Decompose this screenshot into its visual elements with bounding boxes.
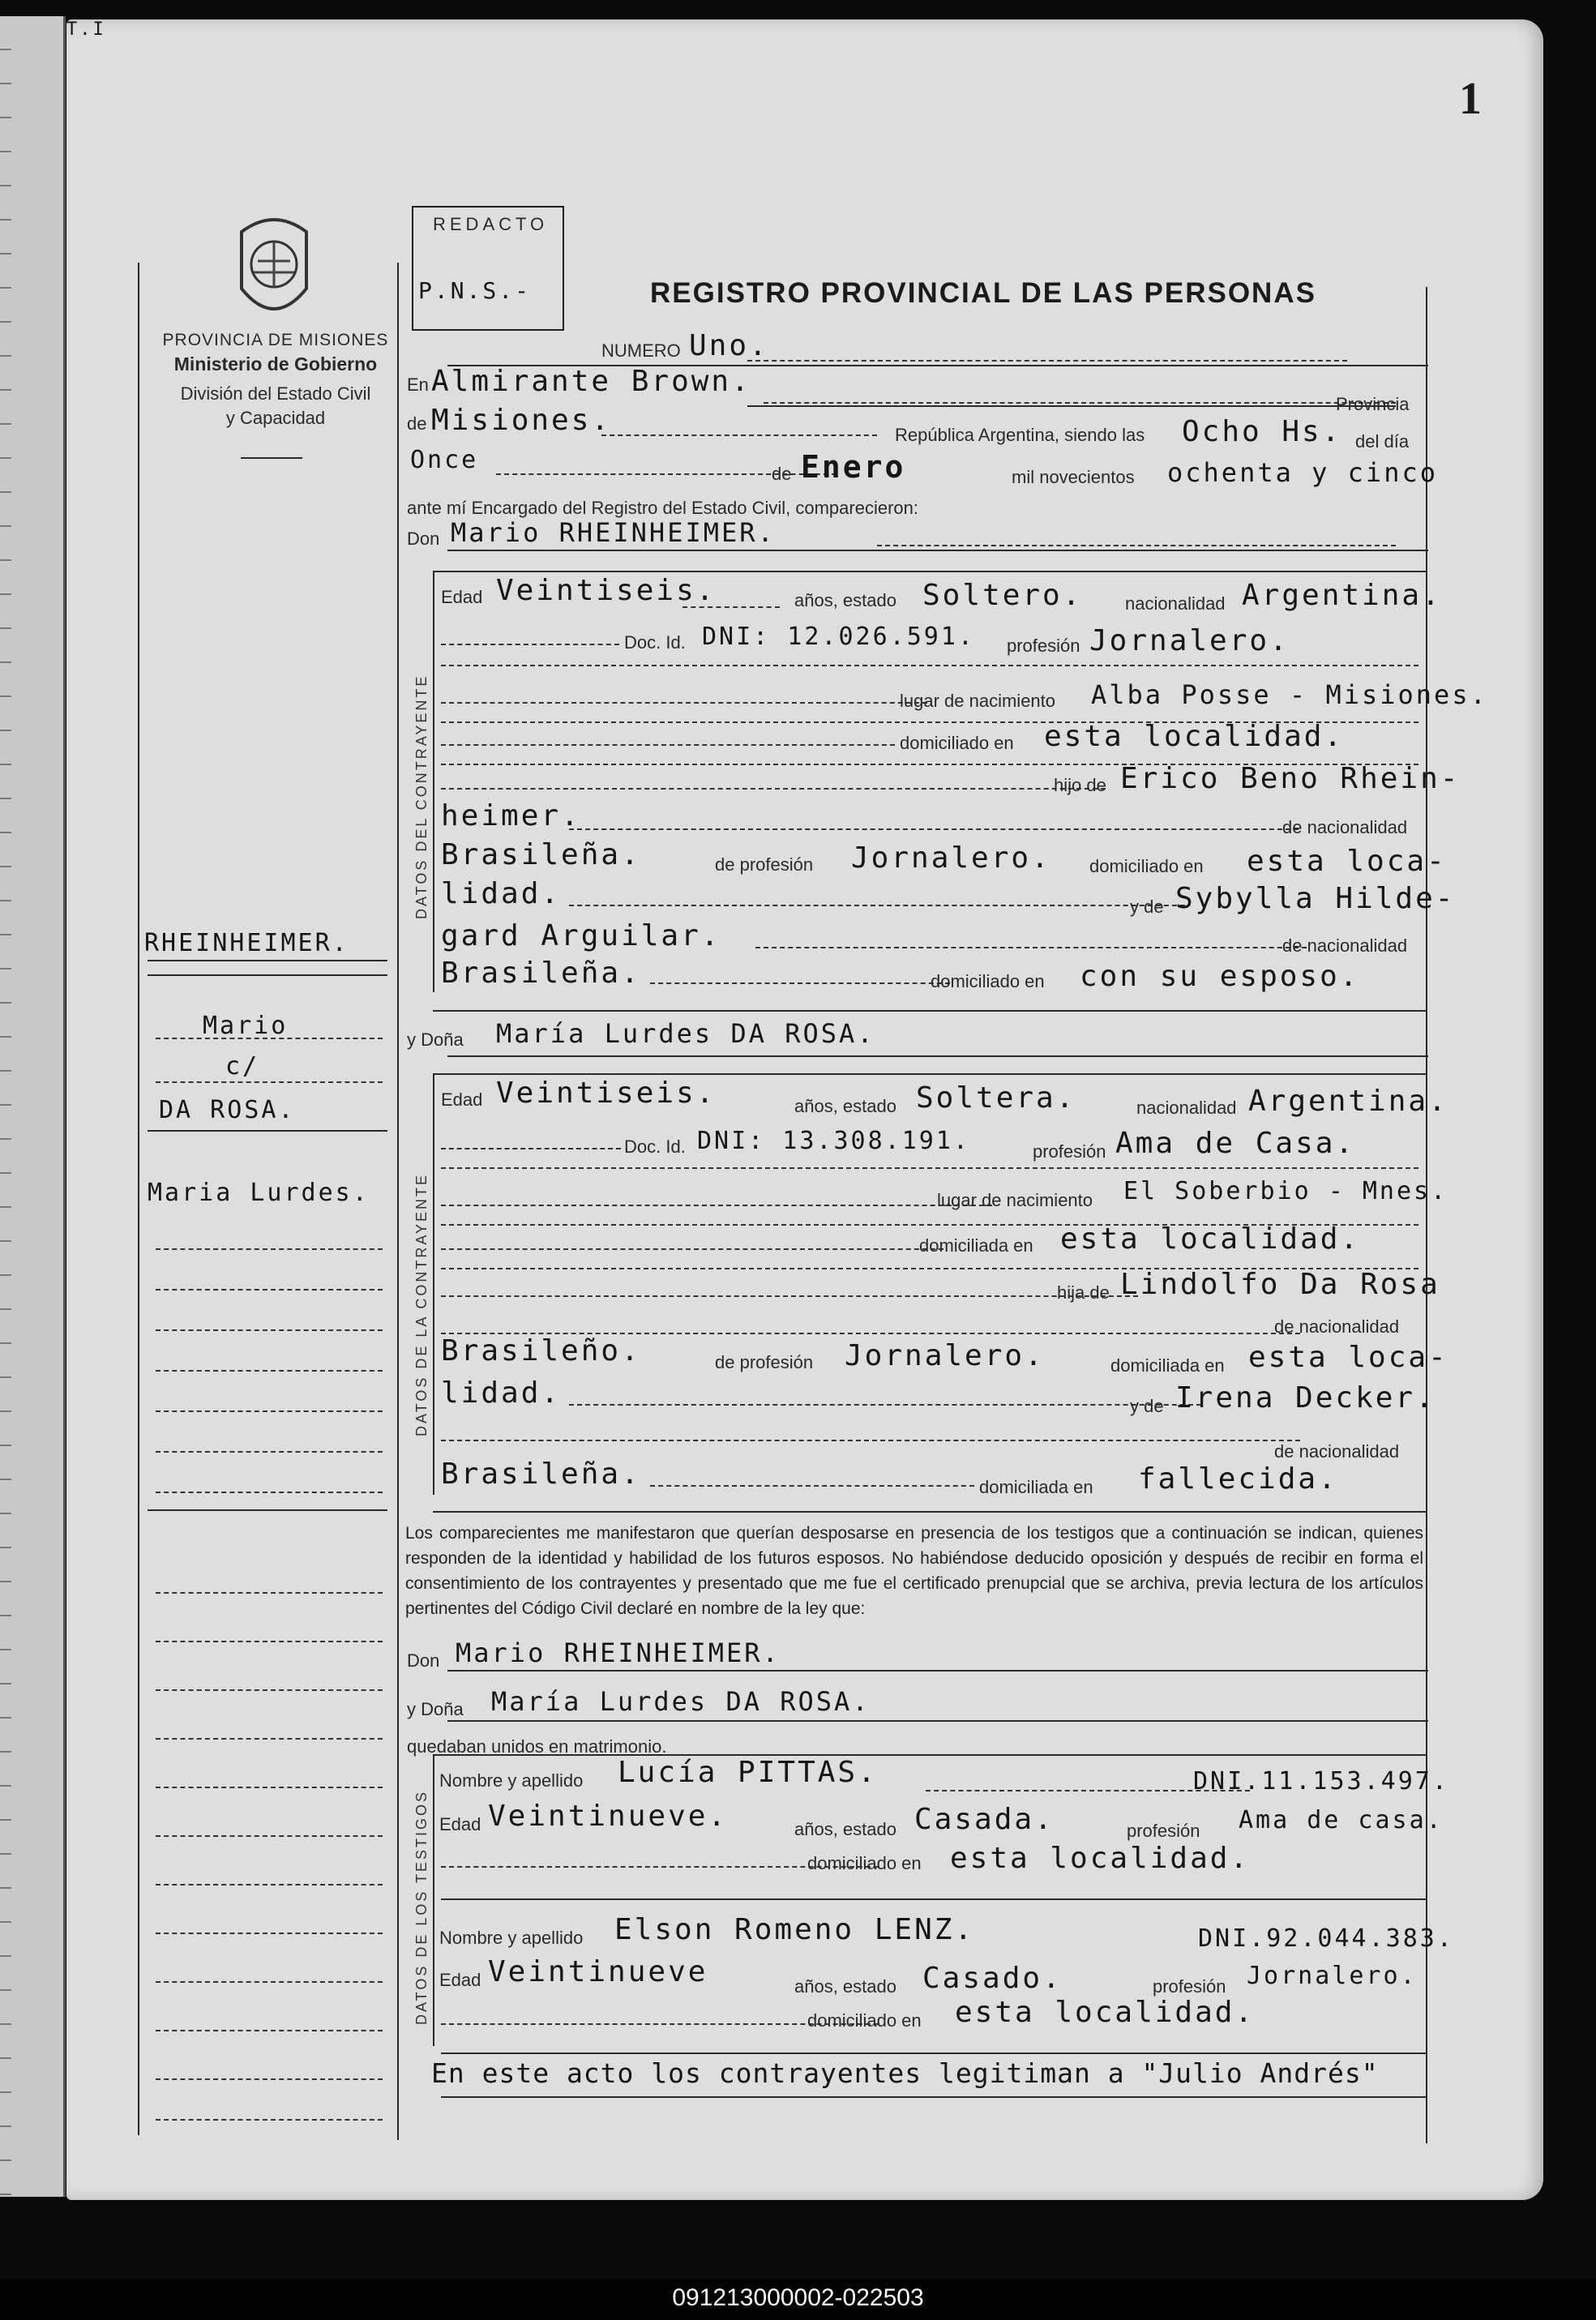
decl-don-label: Don	[407, 1650, 440, 1671]
right-border	[1426, 287, 1427, 2143]
republica-label: República Argentina, siendo las	[895, 425, 1145, 445]
t1-dom-label: domiciliado en	[807, 1853, 922, 1873]
decl-don-rule	[447, 1670, 1428, 1672]
contrayenta-rule	[433, 1073, 434, 1495]
margin-line-6	[156, 1370, 383, 1372]
dona-value: María Lurdes DA ROSA.	[496, 1018, 875, 1049]
hijo-label: hijo de	[1054, 775, 1106, 795]
madre-dom-value: con su esposo.	[1080, 960, 1360, 993]
yde2-label: y de	[1130, 1396, 1164, 1416]
numero-line	[747, 360, 1347, 362]
margin-line-14	[156, 1787, 383, 1788]
doc2-line-2	[441, 1167, 1418, 1169]
madre-nac-value: Brasileña.	[441, 957, 641, 990]
anos2-label: años, estado	[794, 1096, 896, 1116]
padre-nac-value: Brasileña.	[441, 838, 641, 871]
madre-denac-label: de nacionalidad	[1282, 935, 1408, 956]
estado-value: Soltero.	[922, 579, 1083, 612]
margin-line-21	[156, 2119, 383, 2121]
don-label: Don	[407, 529, 440, 549]
ministry-line-1: PROVINCIA DE MISIONES	[162, 331, 389, 349]
ministry-line-3: División del Estado Civil	[180, 383, 371, 404]
doc2-value: DNI: 13.308.191.	[697, 1127, 970, 1155]
prof2-label: profesión	[1033, 1141, 1106, 1162]
margin-surname-1: RHEINHEIMER.	[144, 929, 349, 957]
profesion2-value: Ama de Casa.	[1115, 1127, 1356, 1160]
decl-dona-label: y Doña	[407, 1699, 464, 1719]
padre-dom-cont-line	[569, 905, 1185, 906]
hijo-line	[441, 788, 1106, 790]
t2-prof-value: Jornalero.	[1247, 1962, 1418, 1990]
register-page	[66, 19, 1543, 2200]
padre2-prof-value: Jornalero.	[845, 1339, 1045, 1372]
contrayenta-top	[433, 1073, 1427, 1075]
padre-dom-cont-value: lidad.	[441, 877, 562, 910]
hija-label: hija de	[1057, 1282, 1110, 1303]
testigos-top	[433, 1754, 1427, 1756]
contrayente-bottom	[433, 1010, 1427, 1012]
doc-label: Doc. Id.	[624, 632, 686, 653]
prof-label: profesión	[1007, 636, 1080, 656]
declaration-paragraph: Los comparecientes me manifestaron que querían desposarse en presencia de los testigos que a continuación se indican, quienes responden de la identidad y habilidad de los futuros esposos. No habiéndose deducido oposición y después de recibir en forma el consentimiento de los contrayentes y presentado que me fue el certificado prenupcial que se archiva, previa lectura de los artículos pertinentes del Código Civil declaré en nombre de la ley que:	[405, 1524, 1423, 1618]
margin-line-4	[156, 1289, 383, 1291]
madre2-nac-line	[650, 1485, 974, 1487]
lugar-line	[441, 702, 927, 704]
dona-rule	[447, 1055, 1428, 1057]
margin-rule-4	[148, 1509, 387, 1511]
edad-line	[682, 606, 780, 608]
denac2-label: de nacionalidad	[1274, 1316, 1400, 1337]
hija-line	[441, 1295, 1138, 1297]
estado2-value: Soltera.	[916, 1081, 1076, 1115]
profesion-value: Jornalero.	[1089, 624, 1290, 657]
en-value: Almirante Brown.	[431, 365, 751, 398]
closing-rule	[441, 2096, 1427, 2098]
domicilio-value: esta localidad.	[1044, 720, 1345, 753]
t2-estado-value: Casado.	[922, 1962, 1063, 1995]
gutter-rule	[397, 263, 399, 2140]
redacto-box	[412, 206, 564, 331]
redacto-value: P.N.S.-	[418, 277, 532, 304]
lugar2-line	[441, 1205, 992, 1206]
numero-note: T.I	[66, 19, 106, 40]
madre2-dom-value: fallecida.	[1138, 1462, 1338, 1496]
madre2-value: Irena Decker.	[1175, 1381, 1436, 1415]
edad2-value: Veintiseis.	[496, 1077, 717, 1110]
margin-line-13	[156, 1738, 383, 1740]
padre2-dom-value: esta loca-	[1248, 1341, 1448, 1374]
margin-line-16	[156, 1884, 383, 1886]
don-line	[877, 545, 1396, 546]
nac-label: nacionalidad	[1125, 593, 1226, 614]
margin-line-1	[156, 1038, 383, 1039]
margin-rule-3	[148, 1130, 387, 1132]
doc-value: DNI: 12.026.591.	[702, 623, 975, 651]
deprof2-label: de profesión	[715, 1352, 814, 1372]
t2-nombre-value: Elson Romeno LENZ.	[614, 1913, 975, 1946]
page-number: 1	[1459, 74, 1482, 124]
ministry-line-4: y Capacidad	[225, 408, 326, 428]
en-rule	[747, 405, 1396, 407]
nacionalidad-value: Argentina.	[1242, 579, 1442, 612]
ministry-rule	[241, 457, 302, 459]
mes-value: Enero	[801, 449, 906, 485]
anio-value: ochenta y cinco	[1167, 457, 1438, 488]
en-label: En	[407, 375, 429, 395]
margin-line-7	[156, 1410, 383, 1412]
provincia-label: Provincia	[1336, 394, 1410, 414]
t1-dom-value: esta localidad.	[950, 1842, 1251, 1875]
margin-line-15	[156, 1835, 383, 1837]
decl-dona-value: María Lurdes DA ROSA.	[491, 1686, 871, 1717]
madre2-dom-label: domiciliada en	[979, 1477, 1093, 1497]
lugar2-value: El Soberbio - Mnes.	[1123, 1177, 1448, 1205]
nac2-label: nacionalidad	[1136, 1098, 1237, 1118]
t1-nombre-value: Lucía PITTAS.	[618, 1756, 878, 1789]
redacto-title: REDACTO	[433, 214, 549, 234]
padre2-dom-label: domiciliada en	[1110, 1355, 1225, 1376]
padre2-value: Lindolfo Da Rosa	[1120, 1268, 1440, 1301]
deprof-label: de profesión	[715, 854, 814, 875]
margin-conj: c/	[225, 1052, 260, 1081]
madre-nac-line	[650, 982, 950, 984]
t2-edad-value: Veintinueve	[488, 1955, 708, 1988]
dona-label: y Doña	[407, 1029, 464, 1050]
closing-note: En este acto los contrayentes legitiman a "Julio Andrés"	[431, 2057, 1379, 2089]
margin-line-17	[156, 1933, 383, 1934]
de-label: de	[407, 413, 427, 434]
doc-line-2	[441, 665, 1418, 666]
madre-cont-line	[755, 947, 1307, 948]
margin-line-19	[156, 2030, 383, 2031]
margin-rule-1	[148, 960, 387, 961]
decl-don-value: Mario RHEINHEIMER.	[456, 1637, 781, 1668]
margin-surname-2: DA ROSA.	[159, 1096, 296, 1124]
dom2-label: domiciliada en	[919, 1235, 1033, 1256]
padre2-nac-value: Brasileño.	[441, 1334, 641, 1368]
decl-closing: quedaban unidos en matrimonio.	[407, 1736, 667, 1757]
prov-line	[601, 434, 877, 436]
margin-line-10	[156, 1592, 383, 1594]
t2-anos-label: años, estado	[794, 1976, 896, 1997]
mil-label: mil novecientos	[1012, 467, 1135, 487]
madre2-nac-value: Brasileña.	[441, 1457, 641, 1491]
t1-prof-label: profesión	[1127, 1821, 1200, 1841]
edad-label: Edad	[441, 587, 483, 607]
numero-value: Uno.	[689, 329, 769, 362]
nacionalidad2-value: Argentina.	[1248, 1085, 1448, 1118]
padre-dom-label: domiciliado en	[1089, 856, 1204, 876]
numero-label: NUMERO	[601, 340, 681, 361]
contrayente-section-label: DATOS DEL CONTRAYENTE	[413, 674, 430, 919]
margin-line-20	[156, 2078, 383, 2080]
left-facing-page	[0, 16, 66, 2197]
t1-bottom	[441, 1898, 1427, 1900]
margin-line-11	[156, 1641, 383, 1642]
dom-line	[441, 744, 895, 746]
edad-value: Veintiseis.	[496, 574, 717, 607]
t1-nombre-label: Nombre y apellido	[439, 1770, 584, 1791]
doc2-label: Doc. Id.	[624, 1136, 686, 1157]
padre2-dom-cont-value: lidad.	[441, 1376, 562, 1410]
left-page-edge	[0, 16, 11, 2197]
margin-line-3	[156, 1248, 383, 1250]
edad2-label: Edad	[441, 1089, 483, 1110]
don-rule	[447, 550, 1428, 551]
t1-anos-label: años, estado	[794, 1819, 896, 1839]
contrayenta-section-label: DATOS DE LA CONTRAYENTE	[413, 1172, 430, 1436]
margin-line-18	[156, 1981, 383, 1983]
t1-edad-value: Veintinueve.	[488, 1800, 729, 1833]
doc2-line-1	[441, 1148, 621, 1149]
province-seal-icon	[225, 208, 323, 329]
t2-edad-label: Edad	[439, 1970, 481, 1990]
madre-dom-label: domiciliado en	[931, 971, 1045, 991]
denac-label: de nacionalidad	[1282, 817, 1408, 837]
padre-cont-value: heimer.	[441, 799, 581, 833]
ministry-line-2: Ministerio de Gobierno	[173, 353, 378, 375]
yde-label: y de	[1130, 897, 1164, 917]
padre-prof-value: Jornalero.	[851, 841, 1051, 875]
contrayente-rule	[433, 571, 434, 992]
t2-nombre-label: Nombre y apellido	[439, 1928, 584, 1948]
padre2-dom-cont-line	[569, 1404, 1201, 1406]
t2-prof-label: profesión	[1153, 1976, 1226, 1997]
del-dia-label: del día	[1355, 431, 1410, 452]
lugar-value: Alba Posse - Misiones.	[1091, 679, 1488, 710]
decl-dona-rule	[447, 1720, 1428, 1722]
t1-edad-label: Edad	[439, 1814, 481, 1834]
margin-line-12	[156, 1689, 383, 1691]
t2-dom-label: domiciliado en	[807, 2010, 922, 2031]
ante-label: ante mí Encargado del Registro del Estado Civil, comparecieron:	[407, 498, 918, 518]
margin-line-2	[156, 1081, 383, 1083]
doc-line-1	[441, 644, 619, 645]
t2-dom-value: esta localidad.	[955, 1996, 1256, 2029]
margin-rule	[138, 263, 139, 2135]
dom-label: domiciliado en	[900, 733, 1014, 753]
lugar2-label: lugar de nacimiento	[937, 1190, 1093, 1210]
t2-dni-value: DNI.92.044.383.	[1198, 1924, 1454, 1953]
margin-line-8	[156, 1451, 383, 1453]
provincia-value: Misiones.	[431, 404, 612, 437]
madre2-cont-line	[441, 1440, 1300, 1441]
margin-name-2: Maria Lurdes.	[148, 1179, 370, 1207]
madre-value: Sybylla Hilde-	[1175, 882, 1456, 915]
de-label-2: de	[772, 464, 792, 484]
padre-value: Erico Beno Rhein-	[1120, 762, 1461, 795]
anos-label: años, estado	[794, 590, 896, 610]
dia-value: Once	[410, 446, 479, 474]
t1-dni-value: DNI.11.153.497.	[1193, 1767, 1449, 1796]
margin-line-9	[156, 1492, 383, 1493]
testigos-section-label: DATOS DE LOS TESTIGOS	[413, 1789, 430, 2025]
margin-line-5	[156, 1329, 383, 1331]
domicilio2-value: esta localidad.	[1060, 1222, 1361, 1256]
testigos-bottom	[441, 2052, 1427, 2054]
hora-value: Ocho Hs.	[1182, 415, 1342, 448]
margin-rule-2	[148, 974, 387, 976]
dom2-line	[441, 1248, 943, 1250]
don-value: Mario RHEINHEIMER.	[451, 517, 776, 548]
testigos-rule	[433, 1754, 434, 2046]
document-id: 091213000002-022503	[672, 2284, 924, 2311]
t1-estado-value: Casada.	[914, 1803, 1055, 1836]
padre-dom-value: esta loca-	[1247, 845, 1447, 878]
padre-cont-line	[569, 828, 1299, 830]
en-line	[764, 402, 1396, 404]
contrayente-top	[433, 571, 1427, 572]
registry-title: REGISTRO PROVINCIAL DE LAS PERSONAS	[650, 277, 1316, 309]
contrayenta-bottom	[433, 1511, 1427, 1513]
lugar-label: lugar de nacimiento	[900, 691, 1056, 711]
madre-cont-value: gard Arguilar.	[441, 919, 721, 952]
t1-prof-value: Ama de casa.	[1239, 1806, 1444, 1834]
madre2-denac-label: de nacionalidad	[1274, 1441, 1400, 1462]
margin-name-1: Mario	[203, 1012, 289, 1040]
